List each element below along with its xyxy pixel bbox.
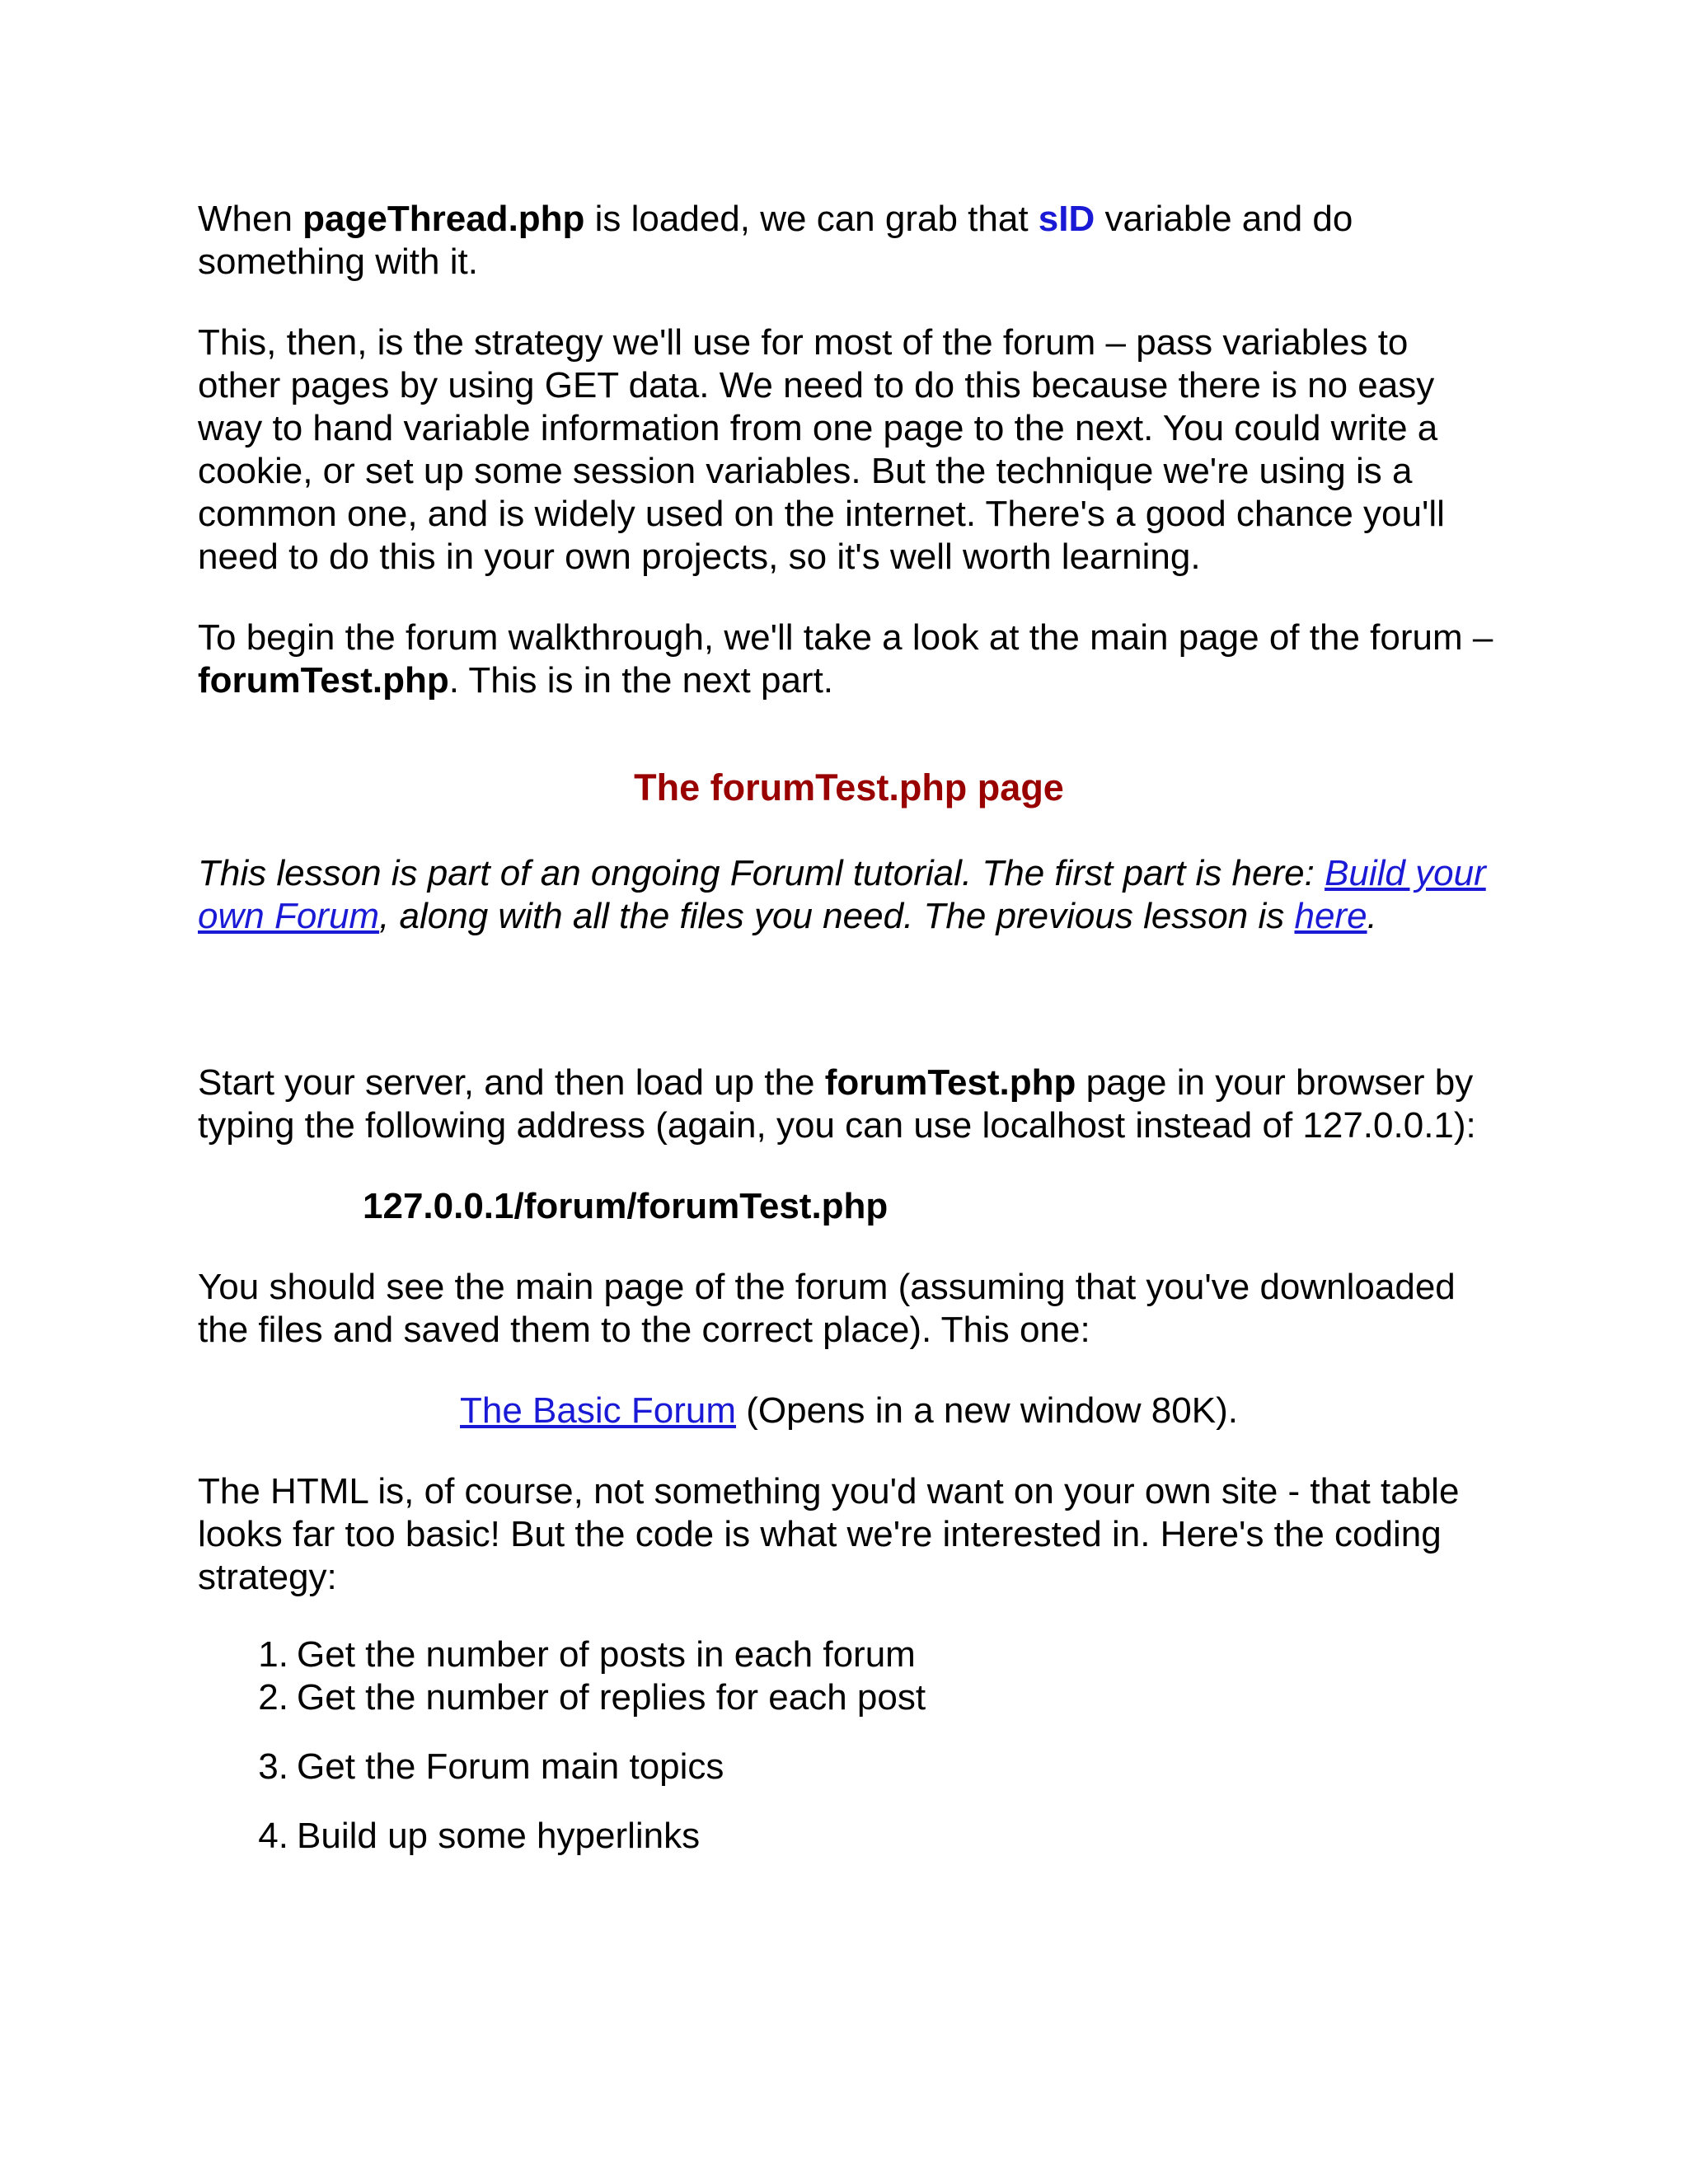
paragraph-strategy: This, then, is the strategy we'll use for most of the forum – pass variables to other pages by using GET data. We need to do this because there is no easy way to hand variable information from one page to the next. You could write a cookie, or set up some session variables. But the technique we're using is a common one, and is widely used on the internet. There's a good chance you'll need to do this in your own projects, so it's well worth learning. [198, 322, 1445, 577]
text: When [198, 199, 303, 239]
list-item: 3. Get the Forum main topics [258, 1746, 724, 1787]
paragraph-pagethread [198, 198, 1500, 284]
list-item: 1. Get the number of posts in each forum [258, 1634, 916, 1675]
bold-filename: forumTest.php [824, 1062, 1076, 1103]
document-page [198, 198, 1500, 1858]
text: This lesson is part of an ongoing Foruml tutorial. The first part is here: [198, 853, 1325, 893]
text: is loaded, we can grab that [584, 199, 1039, 239]
text: . This is in the next part. [448, 660, 834, 701]
text: . [1367, 896, 1377, 936]
paragraph-walkthrough [198, 616, 1500, 702]
text: variable and do something with it. [198, 199, 1353, 282]
paragraph-main-page: You should see the main page of the forum (assuming that you've downloaded the files and saved them to the correct place). This one: [198, 1267, 1456, 1350]
previous-lesson-link[interactable]: here [1294, 896, 1367, 936]
address-line: 127.0.0.1/forum/forumTest.php [363, 1186, 889, 1226]
strategy-list [198, 1633, 1500, 1858]
paragraph-html-note: The HTML is, of course, not something you'd want on your own site - that table looks far too basic! But the code is what we're interested in. Here's the coding strategy: [198, 1471, 1460, 1597]
bold-filename: pageThread.php [302, 199, 585, 239]
text: page in your browser by typing the following address (again, you can use localhost instead of 127.0.0.1): [198, 1062, 1476, 1146]
list-item: 2. Get the number of replies for each post [258, 1677, 926, 1718]
text: Start your server, and then load up the [198, 1062, 825, 1103]
text: (Opens in a new window 80K). [736, 1390, 1238, 1431]
variable-name: sID [1038, 199, 1095, 239]
text: To begin the forum walkthrough, we'll take a look at the main page of the forum – [198, 617, 1493, 658]
basic-forum-link[interactable]: The Basic Forum [460, 1390, 736, 1431]
forum-link-line [198, 1390, 1500, 1432]
paragraph-start-server [198, 1062, 1500, 1147]
text: , along with all the files you need. The previous lesson is [379, 896, 1295, 936]
section-heading: The forumTest.php page [634, 766, 1064, 808]
paragraph-intro [198, 852, 1500, 938]
bold-filename: forumTest.php [198, 660, 449, 701]
list-item: 4. Build up some hyperlinks [258, 1816, 701, 1856]
build-forum-link[interactable]: Build your own Forum [198, 853, 1486, 936]
